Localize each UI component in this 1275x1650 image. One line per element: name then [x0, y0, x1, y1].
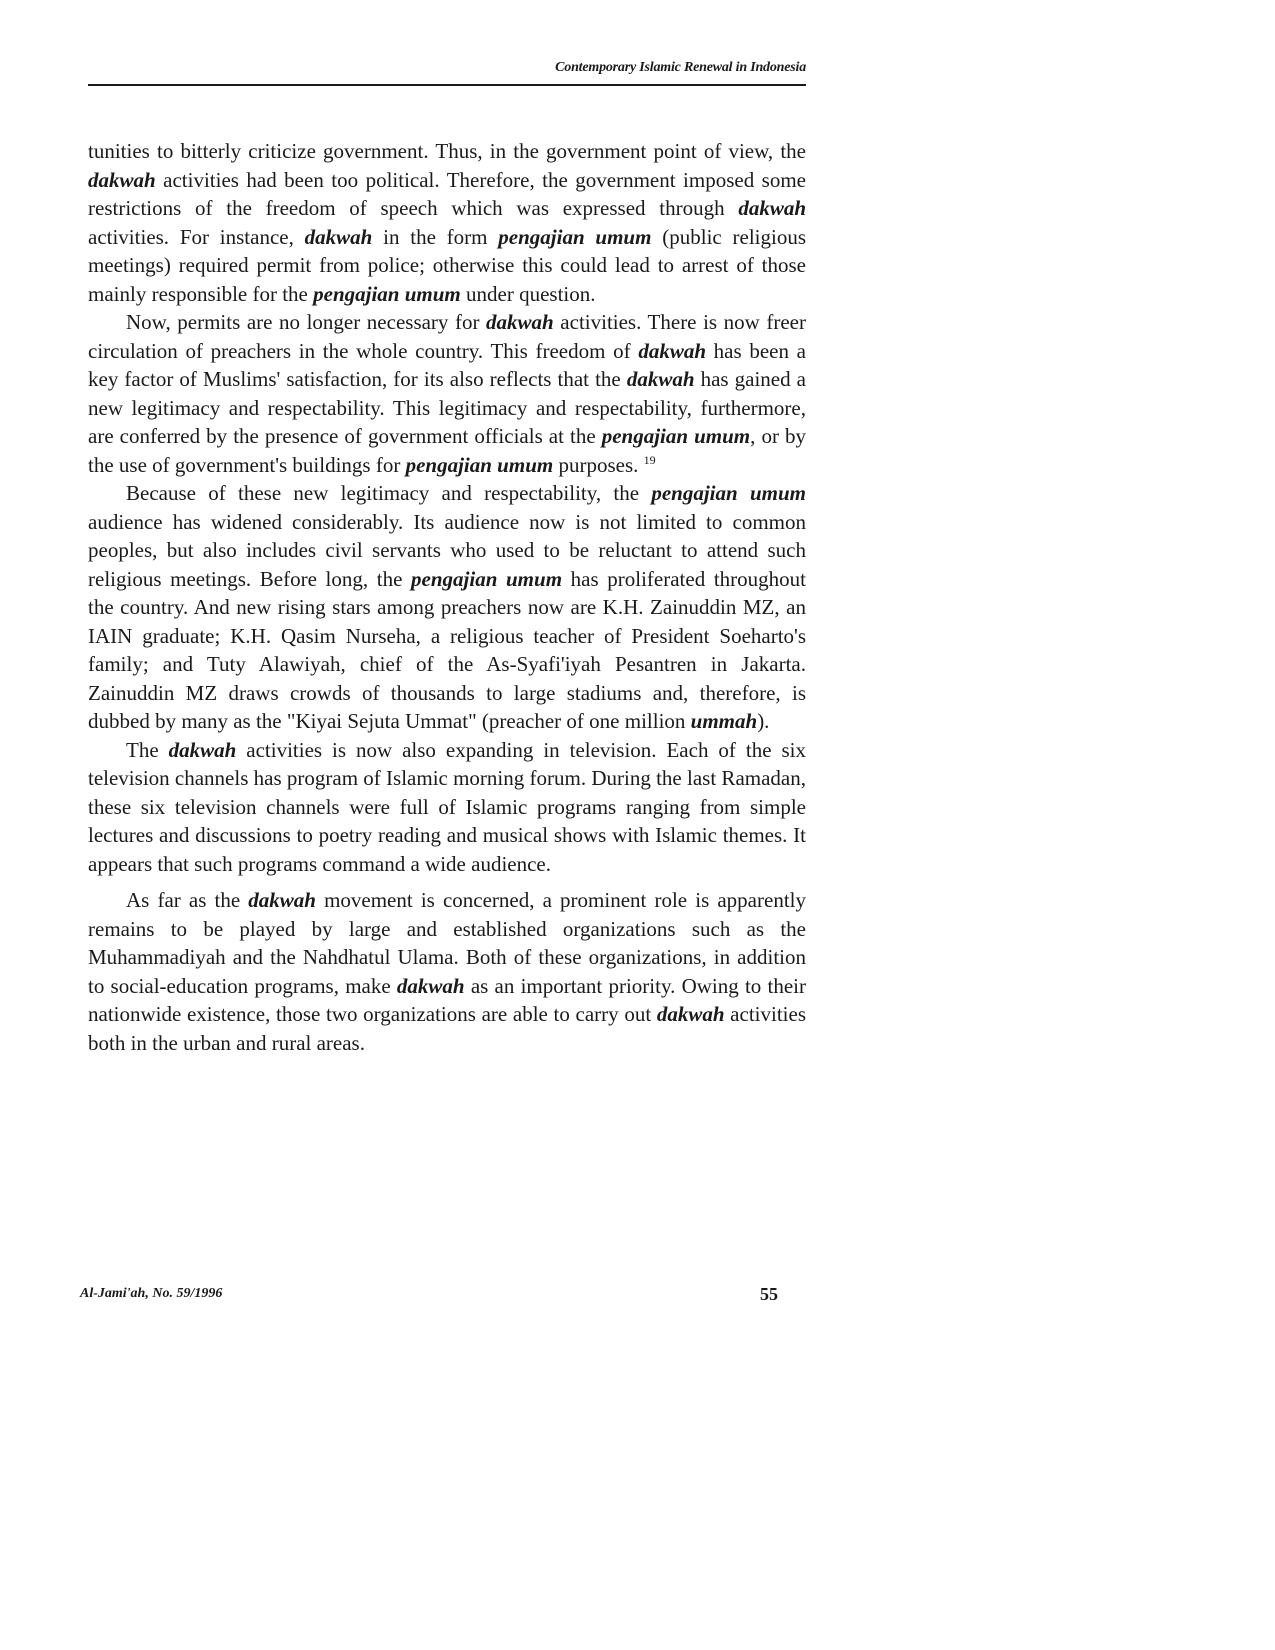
italic-term: pengajian umum — [405, 452, 554, 477]
italic-term: dakwah — [304, 224, 373, 249]
italic-term: ummah — [690, 709, 758, 733]
running-header: Contemporary Islamic Renewal in Indonesia — [555, 60, 806, 75]
italic-term: dakwah — [626, 367, 695, 391]
italic-term: pengajian umum — [651, 481, 806, 505]
italic-term: dakwah — [396, 973, 465, 998]
paragraph-2: Now, permits are no longer necessary for dakwah activities. There is now freer circulation of preachers in the whole country. This freedom of dakwah has been a key factor of Muslims' satisfaction, for its also reflects that the dakwah has gained a new legitimacy and respectability. This legitimacy and respectability, furthermore, are conferred by the presence of government officials at the pengajian umum, or by the use of government's buildings for pengajian umum purposes. $^{19}$ — [88, 310, 807, 477]
italic-term: dakwah — [168, 737, 237, 762]
paragraph-5: As far as the dakwah movement is concerned, a prominent role is apparently remains to be played by large and established organizations such as the Muhammadiyah and the Nahdhatul Ulama. Both of these organizations, in addition to social-education programs, make dakwah as an important priority. Owing to their nationwide existence, those two organizations are able to carry out dakwah activities both in the urban and rural areas. — [88, 888, 807, 1055]
journal-citation: Al-Jami'ah, No. 59/1996 — [80, 1286, 223, 1301]
paragraph-1: tunities to bitterly criticize government. Thus, in the government point of view, the dakwah activities had been too political. Therefore, the government imposed some restrictions of the freedom of speech which was expressed through dakwah activities. For instance, dakwah in the form pengajian umum (public religious meetings) required permit from police; otherwise this could lead to arrest of those mainly responsible for the pengajian umum under question. — [88, 139, 806, 306]
italic-term: pengajian umum — [411, 566, 563, 591]
page-number: 55 — [760, 1284, 778, 1304]
italic-term: dakwah — [638, 338, 706, 363]
italic-term: pengajian umum — [601, 424, 751, 448]
paragraph-3: Because of these new legitimacy and respectability, the pengajian umum audience has widened considerably. Its audience now is not limited to common peoples, but also includes civil servants who used to be reluctant to attend such religious meetings. Before long, the pengajian umum has proliferated throughout the country. And new rising stars among preachers now are K.H. Zainuddin MZ, an IAIN graduate; K.H. Qasim Nurseha, a religious teacher of President Soeharto's family; and Tuty Alawiyah, chief of the As-Syafi'iyah Pesantren in Jakarta. Zainuddin MZ draws crowds of thousands to large stadiums and, therefore, is dubbed by many as the "Kiyai Sejuta Ummat" (preacher of one million ummah). — [88, 481, 806, 733]
article-body — [88, 137, 806, 1057]
header-rule — [88, 84, 806, 86]
footnote-ref: 19 — [643, 452, 656, 467]
italic-term: pengajian umum — [313, 281, 461, 306]
italic-term: dakwah — [738, 196, 806, 220]
italic-term: dakwah — [88, 167, 156, 192]
italic-term: dakwah — [656, 1002, 725, 1026]
italic-term: pengajian umum — [498, 224, 652, 249]
italic-term: dakwah — [248, 888, 316, 912]
paragraph-4: The dakwah activities is now also expanding in television. Each of the six television channels has program of Islamic morning forum. During the last Ramadan, these six television channels were full of Islamic programs ranging from simple lectures and discussions to poetry reading and musical shows with Islamic themes. It appears that such programs command a wide audience. — [88, 737, 806, 876]
italic-term: dakwah — [486, 310, 554, 334]
